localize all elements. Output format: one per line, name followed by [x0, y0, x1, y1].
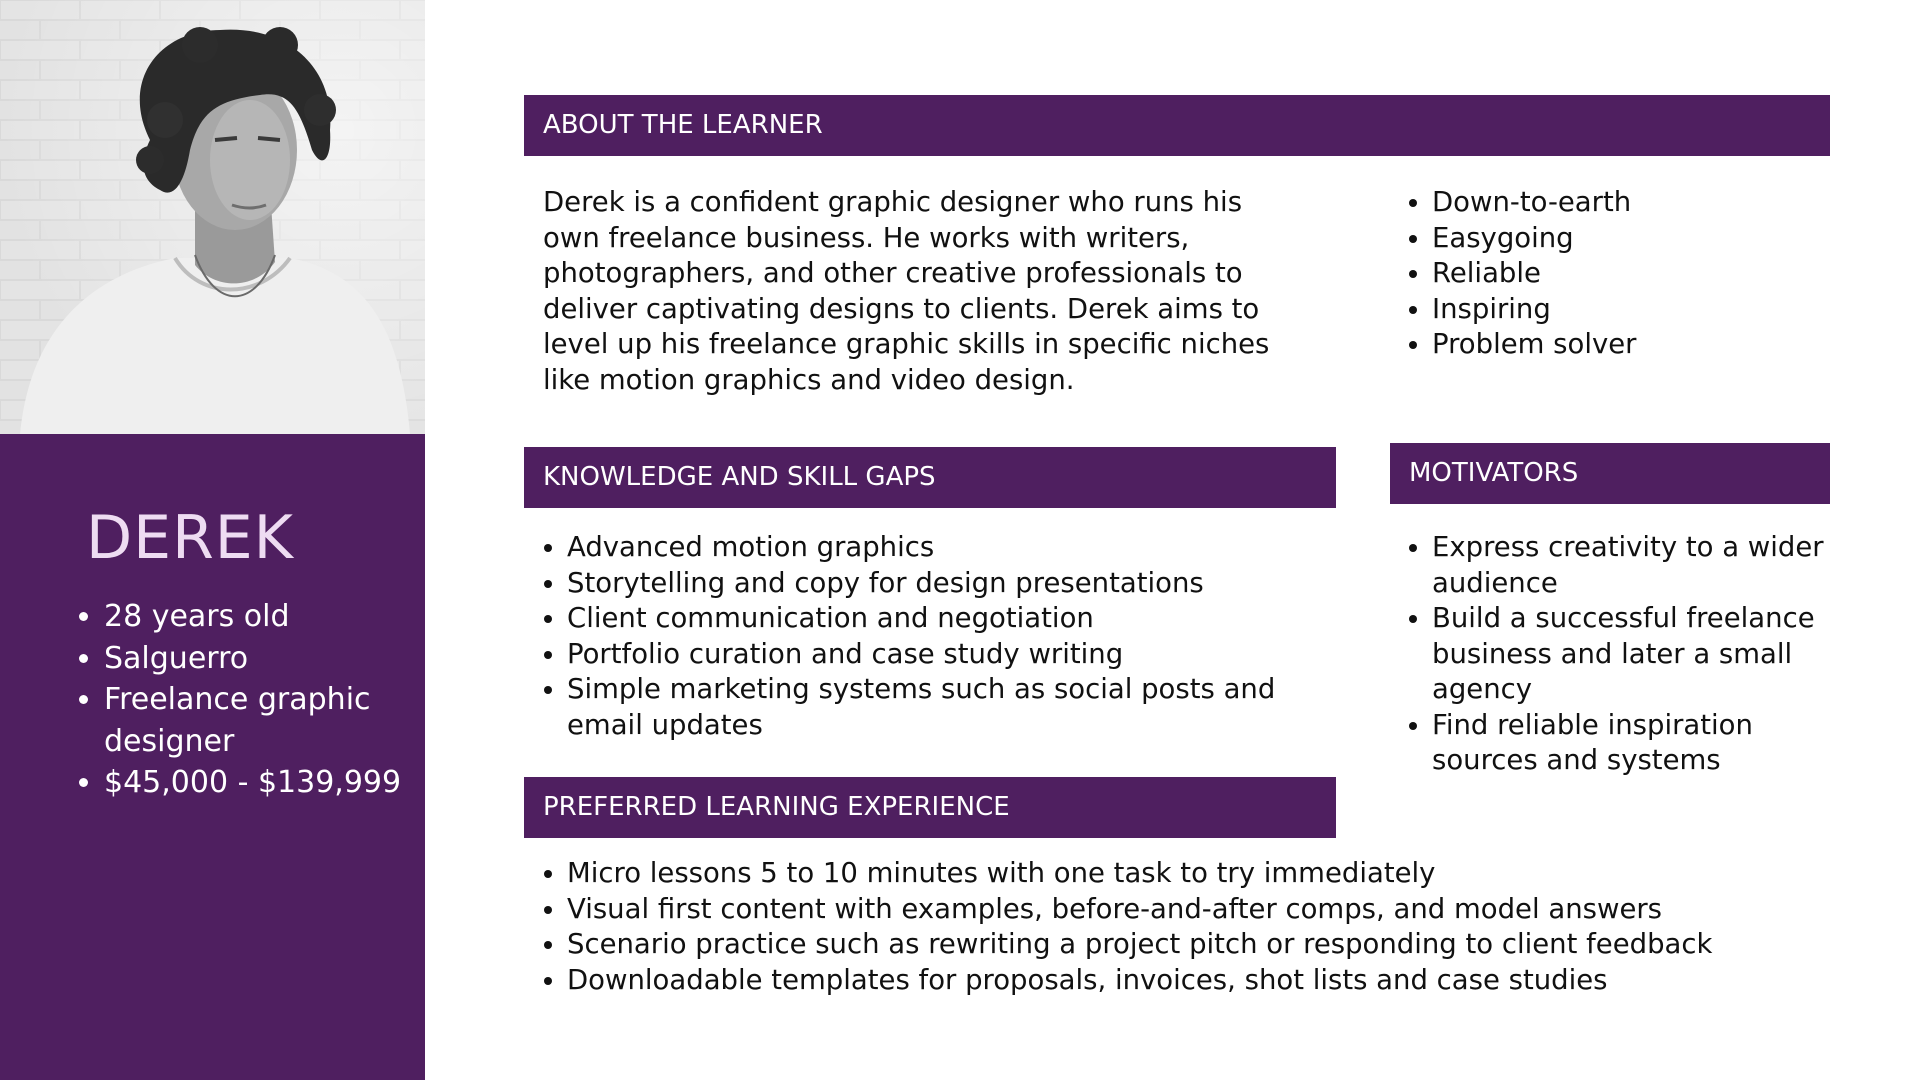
skill-gaps-header: KNOWLEDGE AND SKILL GAPS — [524, 447, 1336, 508]
learning-item: • Downloadable templates for proposals, invoices, shot lists and case studies — [567, 963, 1807, 999]
persona-facts-list — [72, 596, 404, 804]
motivator-item: • Build a successful freelance business and later a small agency — [1432, 601, 1832, 708]
learning-list — [543, 856, 1807, 998]
persona-fact-location: • Salguerro — [104, 638, 404, 680]
trait-item: • Easygoing — [1432, 221, 1852, 257]
skill-gap-item: • Portfolio curation and case study writing — [567, 637, 1337, 673]
motivators-list — [1408, 530, 1832, 779]
learning-header: PREFERRED LEARNING EXPERIENCE — [524, 777, 1336, 838]
skill-gap-item: • Advanced motion graphics — [567, 530, 1337, 566]
about-description: Derek is a confident graphic designer who runs his own freelance business. He works with writers, photographers, and other creative professionals to deliver captivating designs to clients. Derek aims to level up his freelance graphic skills in specific niches like motion graphics and video design. — [543, 186, 1270, 396]
motivators-header: MOTIVATORS — [1390, 443, 1830, 504]
trait-item: • Reliable — [1432, 256, 1852, 292]
learning-item: • Micro lessons 5 to 10 minutes with one task to try immediately — [567, 856, 1807, 892]
about-header: ABOUT THE LEARNER — [524, 95, 1830, 156]
persona-portrait-illustration — [0, 0, 425, 434]
motivator-item: • Find reliable inspiration sources and systems — [1432, 708, 1832, 779]
persona-photo — [0, 0, 425, 434]
persona-sidebar — [0, 0, 425, 1080]
persona-fact-role: • Freelance graphic designer — [104, 679, 404, 762]
learning-item: • Visual first content with examples, before-and-after comps, and model answers — [567, 892, 1807, 928]
learning-item: • Scenario practice such as rewriting a project pitch or responding to client feedback — [567, 927, 1807, 963]
persona-name: DEREK — [85, 503, 295, 573]
motivator-item: • Express creativity to a wider audience — [1432, 530, 1832, 601]
persona-fact-income: • $45,000 - $139,999 — [104, 762, 404, 804]
skill-gap-item: • Client communication and negotiation — [567, 601, 1337, 637]
trait-item: • Down-to-earth — [1432, 185, 1852, 221]
trait-item: • Problem solver — [1432, 327, 1852, 363]
skill-gap-item: • Storytelling and copy for design presentations — [567, 566, 1337, 602]
trait-item: • Inspiring — [1432, 292, 1852, 328]
skill-gap-item: • Simple marketing systems such as social posts and email updates — [567, 672, 1337, 743]
traits-list — [1408, 185, 1852, 363]
persona-fact-age: • 28 years old — [104, 596, 404, 638]
skill-gaps-list — [543, 530, 1337, 743]
